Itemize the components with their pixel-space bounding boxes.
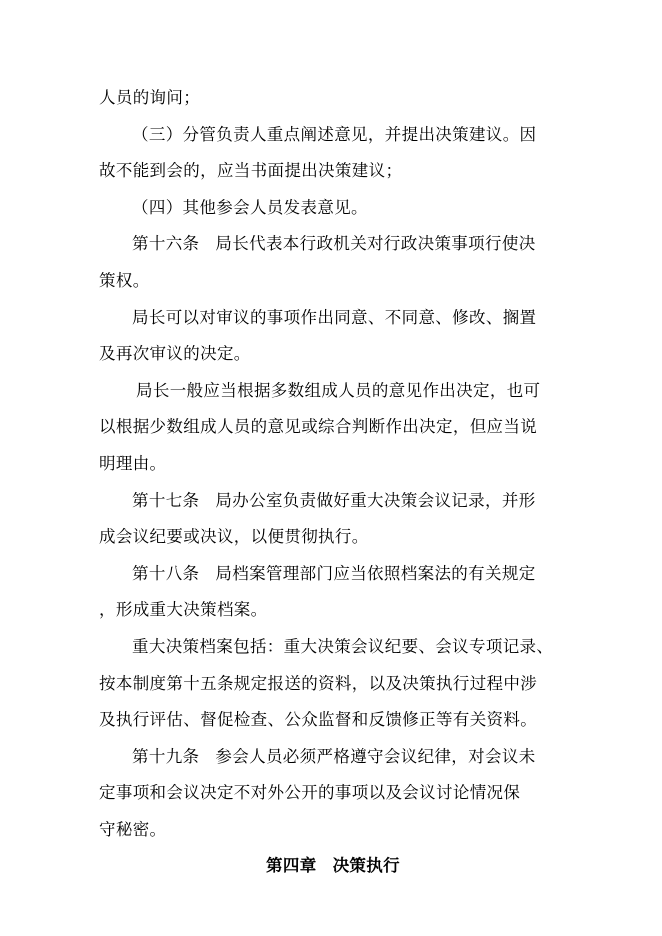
paragraph-line: 局长一般应当根据多数组成人员的意见作出决定，也可 [136,380,541,400]
chapter-number: 第四章 [266,856,317,876]
article-text: 局办公室负责做好重大决策会议记录，并形 [215,490,536,510]
article-number: 第十九条 [132,746,200,766]
article-number: 第十七条 [132,490,200,510]
paragraph-line: 成会议纪要或决议，以便贯彻执行。 [99,527,369,547]
paragraph-line: 策权。 [99,270,150,290]
paragraph-line: （三）分管负责人重点阐述意见，并提出决策建议。因 [132,124,537,144]
paragraph-line: 定事项和会议决定不对外公开的事项以及会议讨论情况保 [99,783,521,803]
article-line [99,483,567,520]
paragraph-line: 明理由。 [99,453,167,473]
chapter-heading [99,848,567,885]
paragraph-line: 按本制度第十五条规定报送的资料，以及决策执行过程中涉 [99,673,538,693]
article-text: 局档案管理部门应当依照档案法的有关规定 [215,563,536,583]
document-body [99,80,567,885]
article-line [99,226,567,263]
paragraph-line: 守秘密。 [99,819,167,839]
chapter-title: 决策执行 [332,856,400,876]
paragraph-line: 及再次审议的决定。 [99,344,251,364]
article-text: 参会人员必须严格遵守会议纪律，对会议未 [215,746,536,766]
paragraph-line: 重大决策档案包括：重大决策会议纪要、会议专项记录、 [132,636,554,656]
article-number: 第十六条 [132,234,200,254]
article-line [99,556,567,593]
paragraph-line: ，形成重大决策档案。 [99,600,268,620]
paragraph-line: 局长可以对审议的事项作出同意、不同意、修改、搁置 [132,307,537,327]
paragraph-line: 以根据少数组成人员的意见或综合判断作出决定，但应当说 [99,417,538,437]
paragraph-line: （四）其他参会人员发表意见。 [132,197,368,217]
paragraph-line: 及执行评估、督促检查、公众监督和反馈修正等有关资料。 [99,710,538,730]
article-line [99,739,567,776]
paragraph-line: 人员的询问； [99,88,201,107]
paragraph-line: 故不能到会的，应当书面提出决策建议； [99,161,403,181]
article-number: 第十八条 [132,563,200,583]
article-text: 局长代表本行政机关对行政决策事项行使决 [215,234,536,254]
